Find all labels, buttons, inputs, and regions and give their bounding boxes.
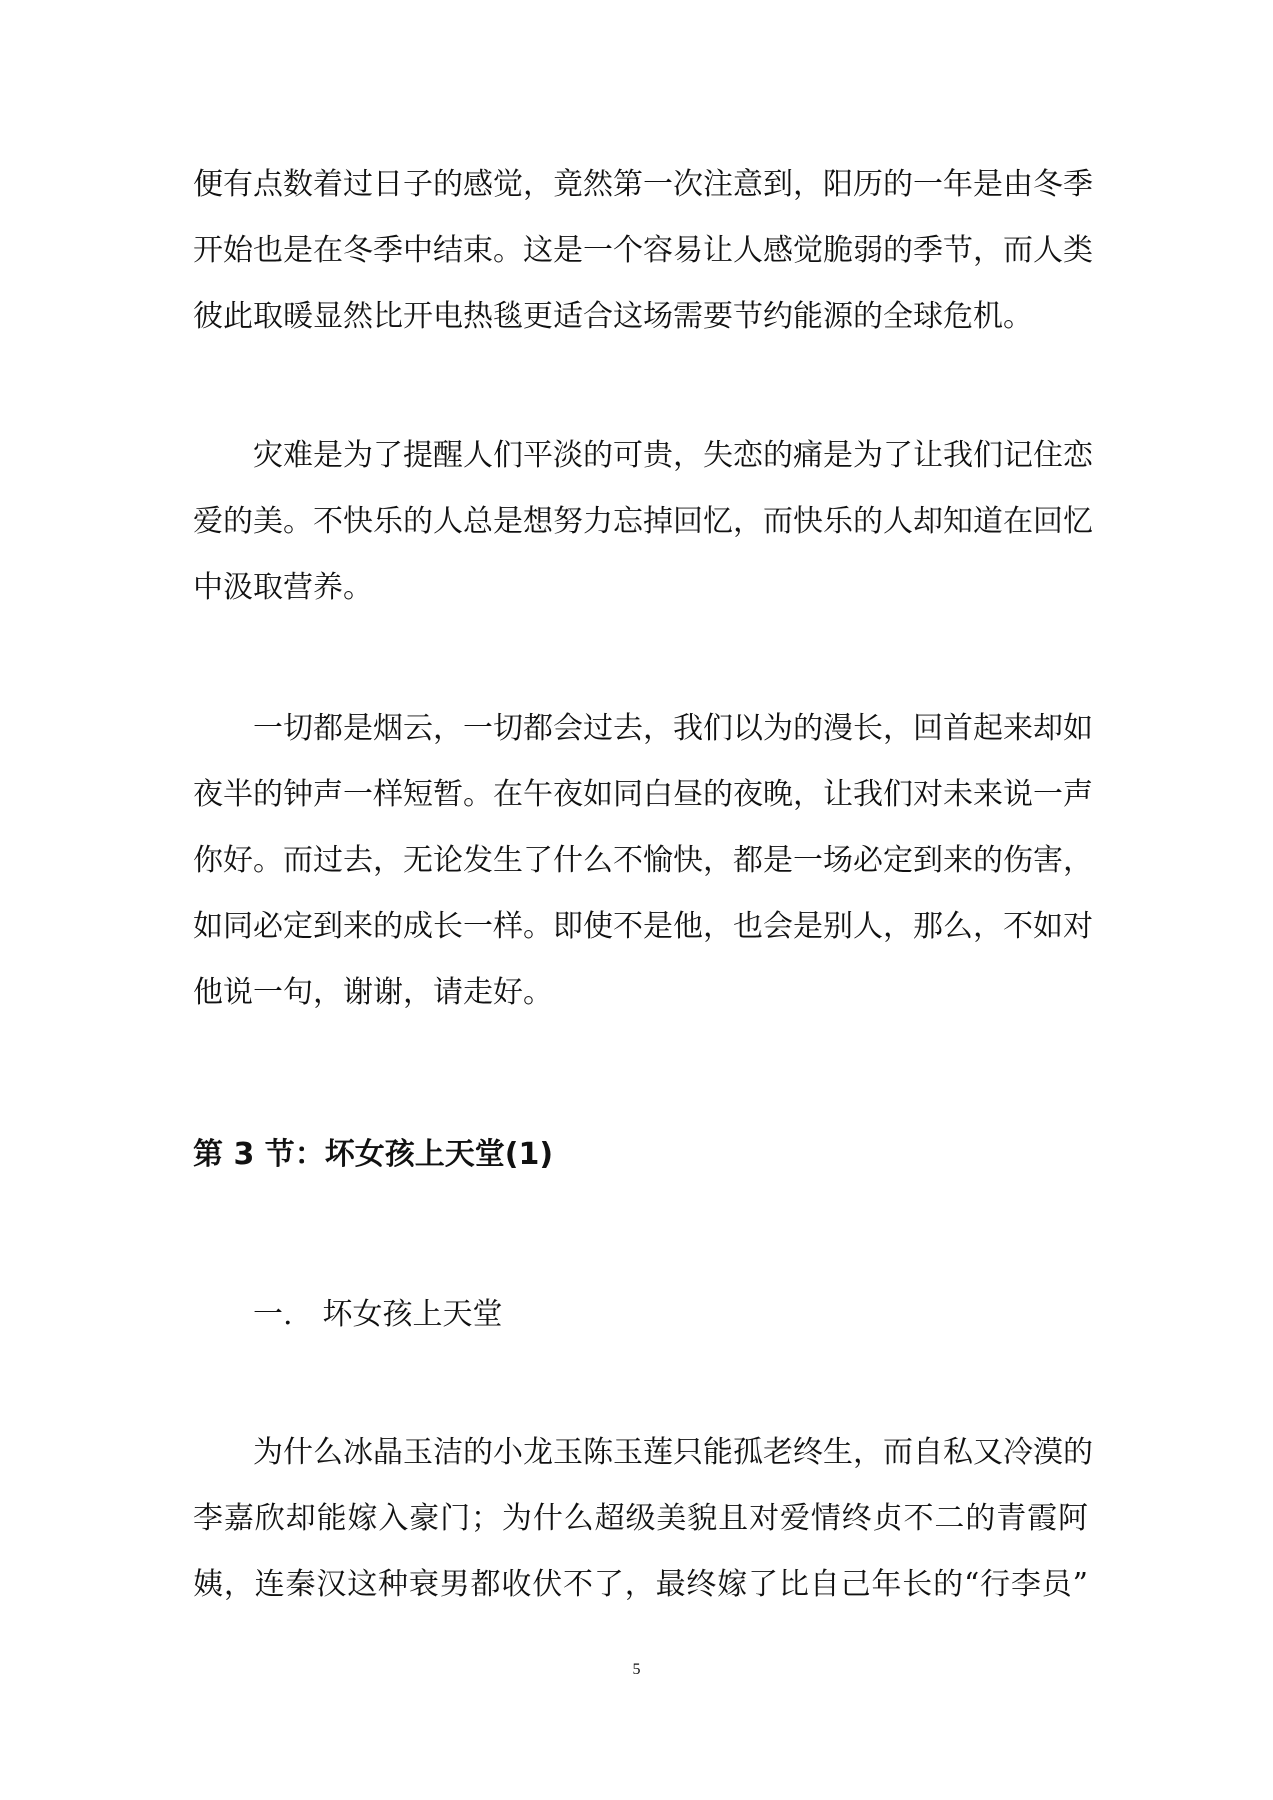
text-line: 李嘉欣却能嫁入豪门；为什么超级美貌且对爱情终贞不二的青霞阿 [193, 1501, 1088, 1536]
paragraph-winter [193, 152, 1093, 350]
text-line: 彼此取暖显然比开电热毯更适合这场需要节约能源的全球危机。 [193, 299, 1033, 334]
paragraph-bad-girls [193, 1420, 1093, 1618]
text-line: 你好。而过去，无论发生了什么不愉快，都是一场必定到来的伤害， [193, 843, 1093, 878]
text-line: 开始也是在冬季中结束。这是一个容易让人感觉脆弱的季节，而人类 [193, 233, 1093, 268]
text-line: 他说一句，谢谢，请走好。 [193, 975, 553, 1010]
section-heading: 第 3 节：坏女孩上天堂(1) [193, 1137, 554, 1172]
text-line: 中汲取营养。 [193, 570, 373, 605]
text-line: 灾难是为了提醒人们平淡的可贵，失恋的痛是为了让我们记住恋 [193, 438, 1093, 473]
paragraph-clouds [193, 696, 1093, 1026]
paragraph-disaster [193, 423, 1093, 621]
page-number: 5 [632, 1661, 641, 1678]
text-line: 一切都是烟云，一切都会过去，我们以为的漫长，回首起来却如 [193, 711, 1093, 746]
text-line: 便有点数着过日子的感觉，竟然第一次注意到，阳历的一年是由冬季 [193, 167, 1093, 202]
text-line: 为什么冰晶玉洁的小龙玉陈玉莲只能孤老终生，而自私又冷漠的 [193, 1435, 1093, 1470]
text-line: 夜半的钟声一样短暂。在午夜如同白昼的夜晚，让我们对未来说一声 [193, 777, 1093, 812]
text-line: 姨，连秦汉这种衰男都收伏不了，最终嫁了比自己年长的“行李员” [193, 1567, 1088, 1602]
text-line: 爱的美。不快乐的人总是想努力忘掉回忆，而快乐的人却知道在回忆 [193, 504, 1093, 539]
text-line: 如同必定到来的成长一样。即使不是他，也会是别人，那么，不如对 [193, 909, 1093, 944]
subheading: 一. 坏女孩上天堂 [253, 1297, 503, 1332]
